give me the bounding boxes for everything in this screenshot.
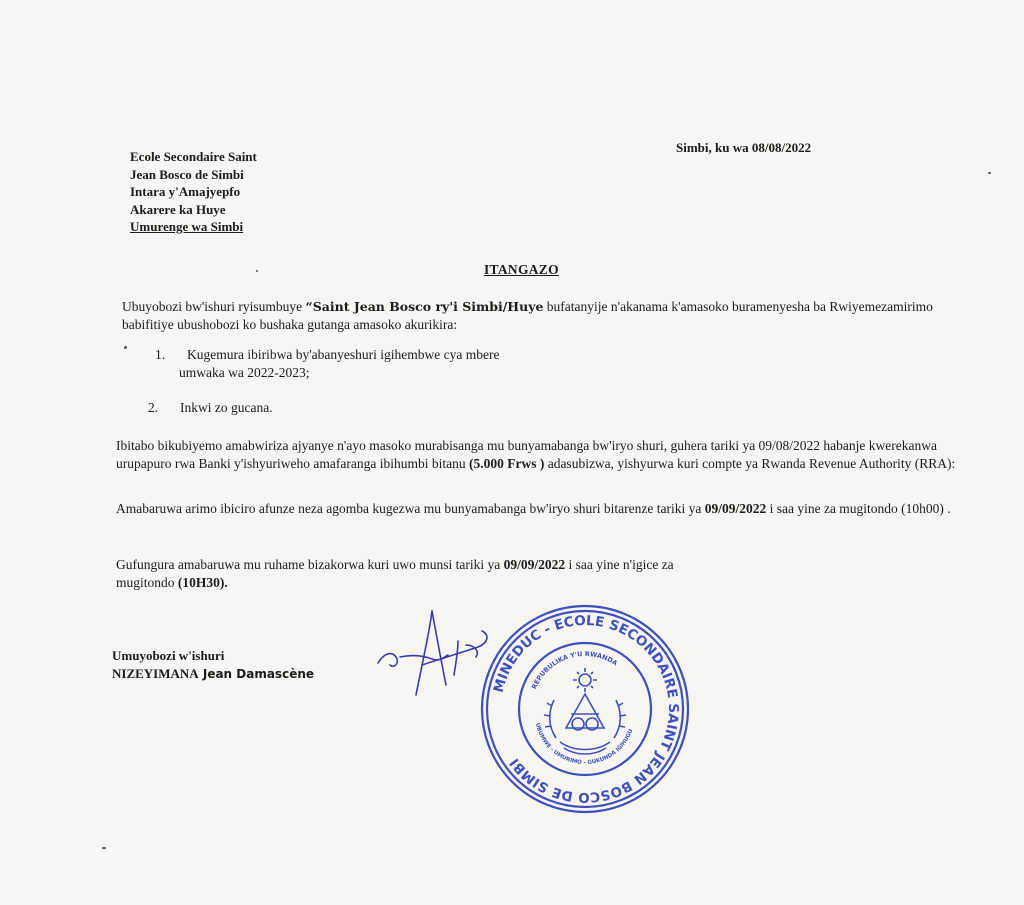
signatory-name bbox=[112, 665, 314, 683]
letters-deadline-date: 09/09/2022 bbox=[704, 501, 767, 516]
svg-text:REPUBULIKA Y'U RWANDA bbox=[530, 650, 619, 690]
intro-text: Ubuyobozi bw'ishuri ryisumbuye bbox=[122, 299, 306, 314]
sender-line: Ecole Secondaire Saint bbox=[130, 149, 257, 164]
books-amount: (5.000 Frws ) bbox=[468, 456, 545, 471]
sender-line: Akarere ka Huye bbox=[130, 201, 226, 217]
opening-text: Gufungura amabaruwa mu ruhame bizakorwa kuri uwo munsi tariki ya bbox=[116, 557, 504, 572]
signatory-role: Umuyobozi w'ishuri bbox=[112, 648, 225, 663]
list-item-number: 1. bbox=[155, 347, 166, 362]
dateline: Simbi, ku wa 08/08/2022 bbox=[676, 140, 812, 155]
list-item-text: Inkwi zo gucana. bbox=[180, 400, 273, 415]
school-seal-stamp bbox=[478, 602, 692, 816]
opening-text-mid: i saa yine n'igice za mugitondo bbox=[116, 557, 674, 590]
seal-inner-bottom-text: UBUMWE - UMURIMO - GUKUNDA IGIHUGU bbox=[533, 722, 635, 766]
notice-title: ITANGAZO bbox=[484, 262, 559, 277]
intro-paragraph bbox=[122, 298, 952, 334]
letters-text: Amabaruwa arimo ibiciro afunze neza agomba kugezwa mu bunyamabanga bw'iryo shuri bitarenze tariki ya bbox=[116, 501, 705, 516]
list-item-continuation: umwaka wa 2022-2023; bbox=[179, 365, 310, 380]
books-text: Ibitabo bikubiyemo amabwiriza ajyanye n'ayo masoko murabisanga mu bunyamabanga bw'iryo shuri, guhera tariki ya 09/08/2022 habanje kwerekanwa urupapuro rwa Banki y'ishyuriweho amafaranga ibihumbi bitanu bbox=[116, 438, 937, 471]
signatory-block bbox=[112, 647, 314, 683]
letters-text-end: i saa yine za mugitondo (10h00) . bbox=[766, 501, 951, 516]
letters-paragraph bbox=[116, 500, 976, 518]
books-text-end: adasubizwa, yishyurwa kuri compte ya Rwanda Revenue Authority (RRA): bbox=[544, 456, 956, 471]
opening-date: 09/09/2022 bbox=[503, 557, 566, 572]
rwanda-emblem-icon bbox=[544, 668, 626, 754]
list-item-text: Kugemura ibiribwa by'abanyeshuri igihembwe cya mbere bbox=[187, 347, 500, 362]
list-item-number: 2. bbox=[148, 400, 159, 415]
intro-school-name: “Saint Jean Bosco ry'i Simbi/Huye bbox=[305, 299, 544, 314]
paper-speck bbox=[124, 346, 127, 349]
paper-speck bbox=[102, 847, 106, 849]
sender-line: Intara y'Amajyepfo bbox=[130, 184, 241, 199]
seal-inner-top-text: REPUBULIKA Y'U RWANDA bbox=[530, 649, 619, 691]
signatory-given-name: Jean Damascène bbox=[198, 667, 315, 681]
intro-text-end: bufatanyije n'akanama k'amasoko buramenyesha ba Rwiyemezamirimo babifitiye ubushobozi ko bushaka gutanga amasoko akurikira: bbox=[122, 299, 933, 332]
paper-speck bbox=[256, 270, 258, 272]
seal-outer-text: MINEDUC - ECOLE SECONDAIRE SAINT JEAN BOSCO DE SIMBI bbox=[490, 612, 682, 806]
signatory-surname: NIZEYIMANA bbox=[112, 666, 199, 681]
sender-address-block bbox=[130, 148, 257, 236]
paper-speck bbox=[988, 172, 991, 174]
sender-line: Jean Bosco de Simbi bbox=[130, 166, 244, 182]
opening-time: (10H30). bbox=[177, 575, 228, 590]
sender-line: Umurenge wa Simbi bbox=[130, 219, 244, 234]
books-paragraph bbox=[116, 437, 976, 473]
